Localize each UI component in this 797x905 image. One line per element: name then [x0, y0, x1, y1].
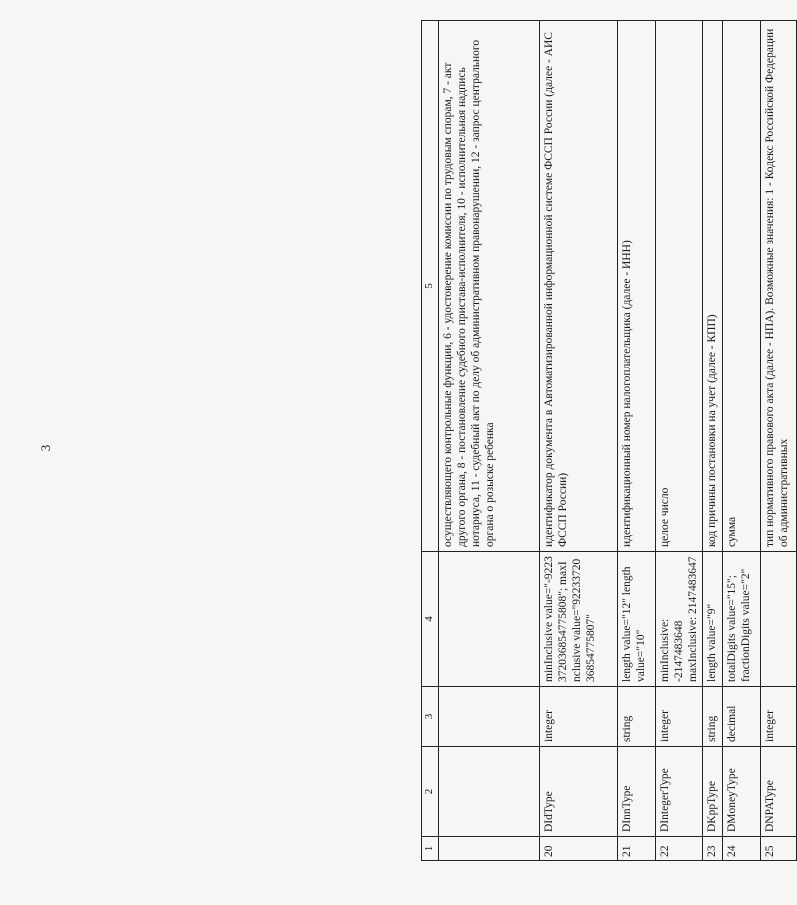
description-cell: идентификатор документа в Автоматизированной информационной системе ФССП России (далее - АИС ФССП России): [540, 21, 618, 552]
num-cell: 21: [618, 837, 656, 861]
base-type-cell: integer: [761, 687, 797, 747]
table-row-continuation: [439, 21, 540, 861]
restrictions-cell: minInclusive value="-9223372036854775808"; maxInclusive value="9223372036854775807": [540, 552, 618, 687]
base-type-cell: string: [618, 687, 656, 747]
restrictions-cell: [761, 552, 797, 687]
restrictions-cell: length value="9": [703, 552, 723, 687]
name-cell: DIntegerType: [656, 747, 703, 837]
base-type-cell: string: [703, 687, 723, 747]
table-row: [540, 21, 618, 861]
name-cell: DKppType: [703, 747, 723, 837]
name-cell: [439, 747, 540, 837]
column-header: 3: [422, 687, 439, 747]
num-cell: 22: [656, 837, 703, 861]
description-cell: тип нормативного правового акта (далее - НПА). Возможные значения: 1 - Кодекс Российской Федерации об административных: [761, 21, 797, 552]
num-cell: [439, 837, 540, 861]
description-cell: сумма: [723, 21, 761, 552]
table-row: [656, 21, 703, 861]
rotated-table-container: [421, 21, 791, 861]
types-table: [421, 20, 797, 861]
restrictions-cell: minInclusive: -2147483648 maxInclusive: 2147483647: [656, 552, 703, 687]
description-cell: идентификационный номер налогоплательщика (далее - ИНН): [618, 21, 656, 552]
description-cell: целое число: [656, 21, 703, 552]
column-header: 1: [422, 837, 439, 861]
table-row: [703, 21, 723, 861]
name-cell: DMoneyType: [723, 747, 761, 837]
table-row: [761, 21, 797, 861]
table-row: [723, 21, 761, 861]
base-type-cell: integer: [540, 687, 618, 747]
name-cell: DIdType: [540, 747, 618, 837]
base-type-cell: [439, 687, 540, 747]
name-cell: DNPAType: [761, 747, 797, 837]
description-cell: осуществляющего контрольные функции, 6 - удостоверение комиссии по трудовым спорам, 7 - акт другого органа, 8 - постановление судебного пристава-исполнителя, 10 - исполнительная надпись нотариуса, 11 - судебный акт по делу об административном правонарушении, 12 - запрос центрального органа о розыске ребенка: [439, 21, 540, 552]
name-cell: DInnType: [618, 747, 656, 837]
description-cell: код причины постановки на учет (далее - КПП): [703, 21, 723, 552]
table-row: [618, 21, 656, 861]
restrictions-cell: totalDigits value="15"; fractionDigits value="2": [723, 552, 761, 687]
column-header: 4: [422, 552, 439, 687]
num-cell: 25: [761, 837, 797, 861]
base-type-cell: integer: [656, 687, 703, 747]
column-header: 2: [422, 747, 439, 837]
page-number: 3: [38, 444, 53, 452]
restrictions-cell: [439, 552, 540, 687]
num-cell: 23: [703, 837, 723, 861]
column-header: 5: [422, 21, 439, 552]
num-cell: 24: [723, 837, 761, 861]
base-type-cell: decimal: [723, 687, 761, 747]
restrictions-cell: length value="12" length value="10": [618, 552, 656, 687]
num-cell: 20: [540, 837, 618, 861]
table-header-row: [422, 21, 439, 861]
